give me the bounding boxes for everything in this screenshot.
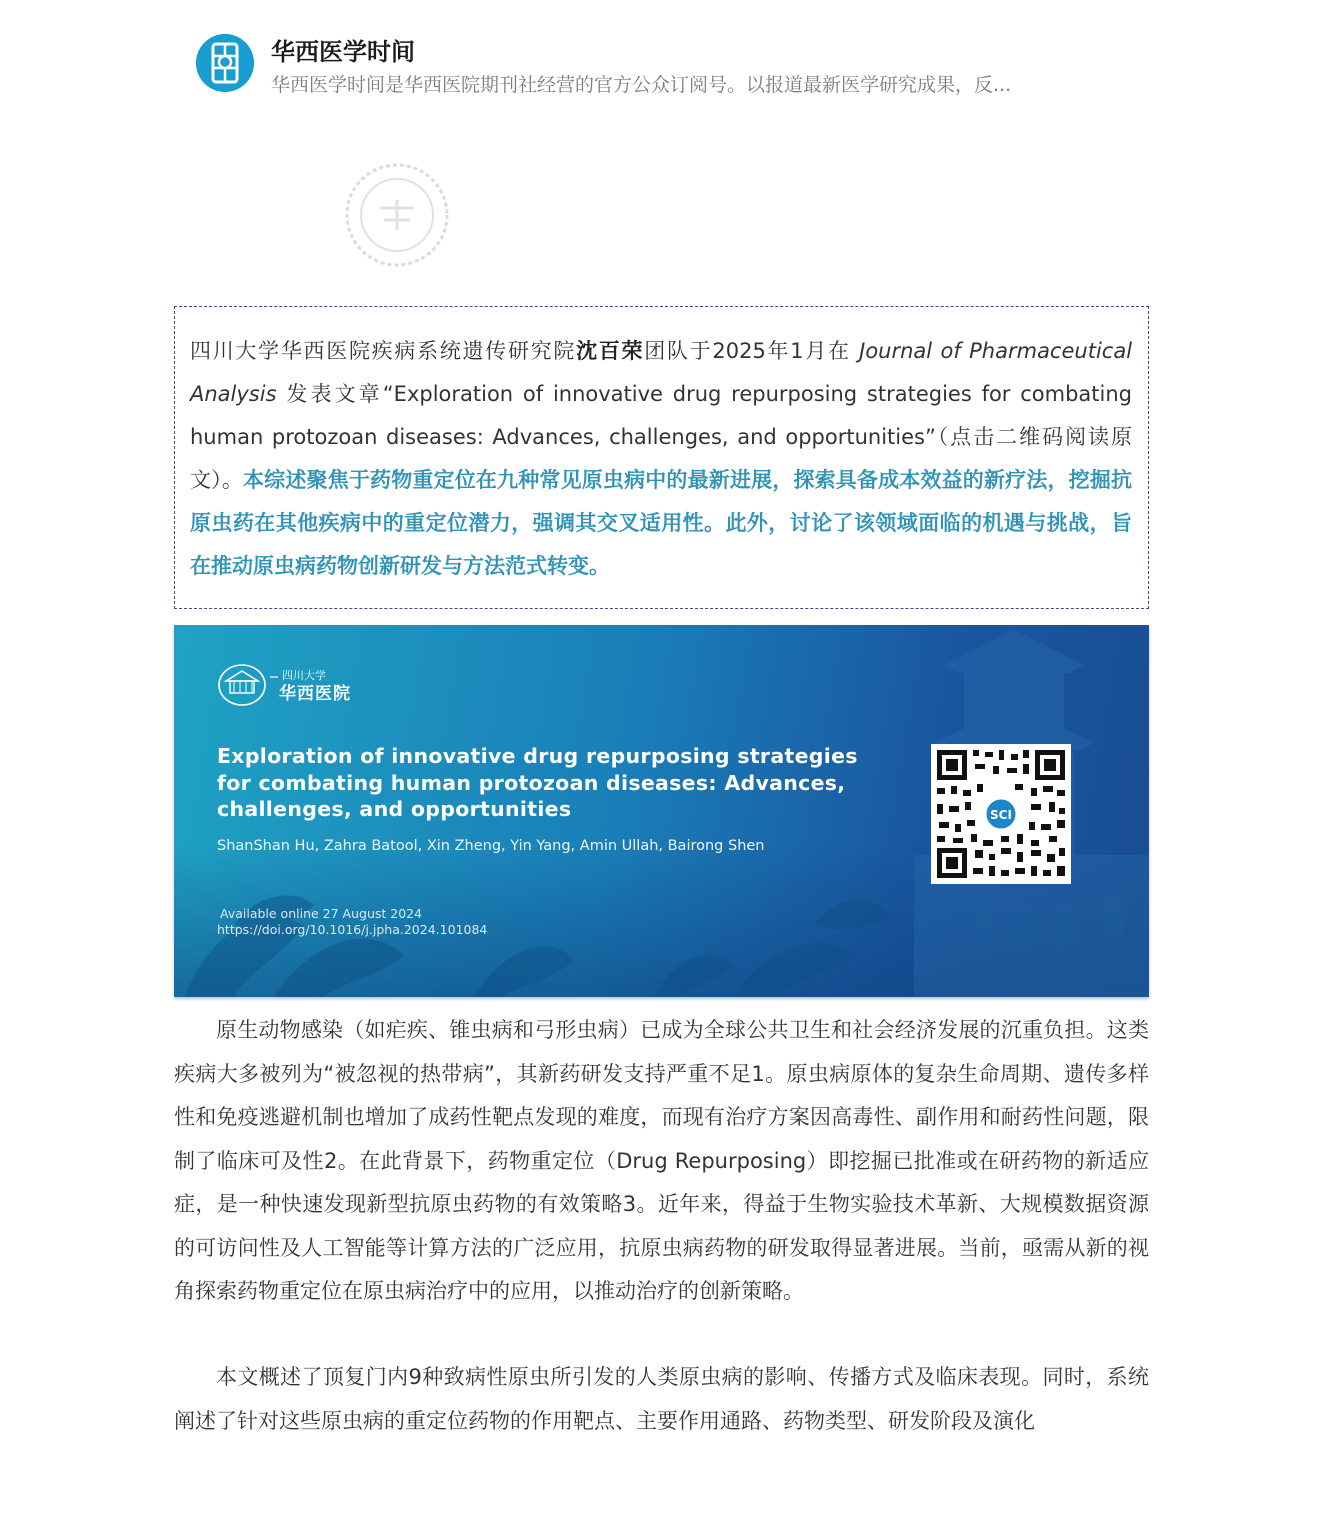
- abstract-box: [174, 306, 1149, 609]
- account-description: 华西医学时间是华西医院期刊社经营的官方公众订阅号。以报道最新医学研究成果，反...: [271, 74, 1012, 96]
- qr-code-icon: [931, 744, 1071, 884]
- team-leader-name: 沈百荣: [576, 339, 645, 363]
- qr-badge-text: SCI: [990, 808, 1012, 822]
- logo-text: 华西医院: [279, 684, 351, 704]
- banner-available-date: Available online 27 August 2024: [220, 906, 423, 921]
- abstract-highlight: 本综述聚焦于药物重定位在九种常见原虫病中的最新进展，探索具备成本效益的新疗法，挖掘抗原虫药在其他疾病中的重定位潜力，强调其交叉适用性。此外，讨论了该领域面临的机遇与挑战，旨在推动原虫病药物创新研发与方法范式转变。: [190, 468, 1133, 578]
- article-banner[interactable]: [174, 625, 1149, 997]
- journal-name: Journal of Pharmaceutical Analysis: [190, 339, 1133, 406]
- account-avatar[interactable]: [196, 34, 254, 92]
- account-header: [196, 32, 1156, 96]
- abstract-text-3: 发表文章“Exploration of innovative drug repurposing strategies for combating human protozoan diseases: Advances, challenges, and opportunities”（点击二维码阅读原文）。: [190, 382, 1132, 492]
- qr-code[interactable]: [931, 744, 1071, 884]
- hospital-logo-icon: [196, 34, 254, 92]
- abstract-text-1: 四川大学华西医院疾病系统遗传研究院: [190, 339, 577, 363]
- abstract-text-2: 团队于2025年1月在: [644, 339, 860, 363]
- banner-authors: ShanShan Hu, Zahra Batool, Xin Zheng, Yin Yang, Amin Ullah, Bairong Shen: [217, 838, 765, 854]
- seal-stamp-icon: [340, 158, 454, 272]
- account-name[interactable]: 华西医学时间: [271, 38, 415, 66]
- logo-small-text: 四川大学: [282, 669, 326, 682]
- banner-doi[interactable]: https://doi.org/10.1016/j.jpha.2024.101084: [217, 922, 488, 937]
- body-paragraph-1: 原生动物感染（如疟疾、锥虫病和弓形虫病）已成为全球公共卫生和社会经济发展的沉重负担。这类疾病大多被列为“被忽视的热带病”，其新药研发支持严重不足1。原虫病原体的复杂生命周期、遗传多样性和免疫逃避机制也增加了成药性靶点发现的难度，而现有治疗方案因高毒性、副作用和耐药性问题，限制了临床可及性2。在此背景下，药物重定位（Drug Repurposing）即挖掘已批准或在研药物的新适应症，是一种快速发现新型抗原虫药物的有效策略3。近年来，得益于生物实验技术革新、大规模数据资源的可访问性及人工智能等计算方法的广泛应用，抗原虫病药物的研发取得显著进展。当前，亟需从新的视角探索药物重定位在原虫病治疗中的应用，以推动治疗的创新策略。: [174, 1018, 1149, 1303]
- body-paragraph-2: 本文概述了顶复门内9种致病性原虫所引发的人类原虫病的影响、传播方式及临床表现。同时，系统阐述了针对这些原虫病的重定位药物的作用靶点、主要作用通路、药物类型、研发阶段及演化: [174, 1365, 1149, 1433]
- banner-title: Exploration of innovative drug repurposing strategies for combating human protozoan diseases: Advances, challenges, and opportunities: [217, 744, 858, 821]
